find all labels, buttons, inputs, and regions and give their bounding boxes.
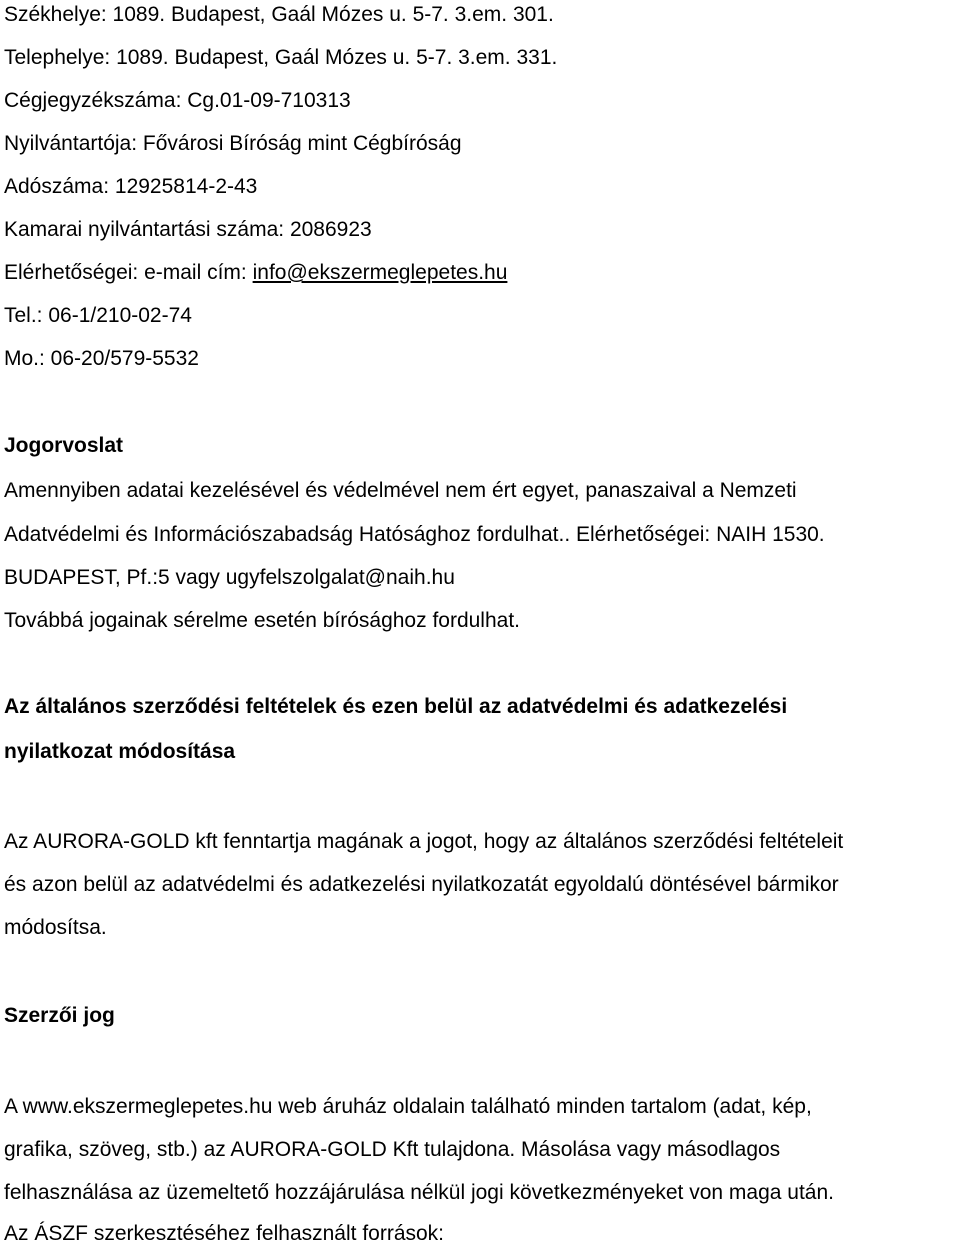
remedy-line: Amennyiben adatai kezelésével és védelmével nem ért egyet, panaszaival a Nemzeti (4, 479, 797, 502)
copyright-line: felhasználása az üzemeltető hozzájárulása nélkül jogi következményeket von maga után. (4, 1181, 834, 1204)
remedy-heading: Jogorvoslat (4, 434, 124, 457)
company-tax: Adószáma: 12925814-2-43 (4, 175, 258, 198)
company-registrar: Nyilvántartója: Fővárosi Bíróság mint Cégbíróság (4, 132, 462, 155)
copyright-heading: Szerzői jog (4, 1004, 115, 1027)
company-chamber: Kamarai nyilvántartási száma: 2086923 (4, 218, 372, 241)
company-tel: Tel.: 06-1/210-02-74 (4, 304, 192, 327)
company-contact (4, 261, 507, 285)
copyright-line: A www.ekszermeglepetes.hu web áruház oldalain található minden tartalom (adat, kép, (4, 1095, 812, 1118)
remedy-line: BUDAPEST, Pf.:5 vagy ugyfelszolgalat@naih.hu (4, 566, 455, 589)
company-registry: Cégjegyzékszáma: Cg.01-09-710313 (4, 89, 351, 112)
copyright-line: Az ÁSZF szerkesztéséhez felhasznált források: (4, 1222, 445, 1245)
company-mobile: Mo.: 06-20/579-5532 (4, 347, 199, 370)
company-seat: Székhelye: 1089. Budapest, Gaál Mózes u. 5-7. 3.em. 301. (4, 3, 554, 26)
modification-line: és azon belül az adatvédelmi és adatkezelési nyilatkozatát egyoldalú döntésével bármikor (4, 873, 839, 896)
copyright-line: grafika, szöveg, stb.) az AURORA-GOLD Kft tulajdona. Másolása vagy másodlagos (4, 1138, 781, 1161)
email-link[interactable]: info@ekszermeglepetes.hu (252, 261, 508, 284)
modification-heading: nyilatkozat módosítása (4, 740, 236, 763)
modification-heading: Az általános szerződési feltételek és ezen belül az adatvédelmi és adatkezelési (4, 695, 788, 718)
remedy-line: Továbbá jogainak sérelme esetén bírósághoz fordulhat. (4, 609, 520, 632)
modification-line: módosítsa. (4, 916, 107, 939)
contact-label: Elérhetőségei: e-mail cím: (4, 261, 253, 284)
company-site: Telephelye: 1089. Budapest, Gaál Mózes u. 5-7. 3.em. 331. (4, 46, 558, 69)
remedy-line: Adatvédelmi és Információszabadság Hatósághoz fordulhat.. Elérhetőségei: NAIH 1530. (4, 523, 825, 546)
modification-line: Az AURORA-GOLD kft fenntartja magának a jogot, hogy az általános szerződési feltételeit (4, 830, 844, 853)
